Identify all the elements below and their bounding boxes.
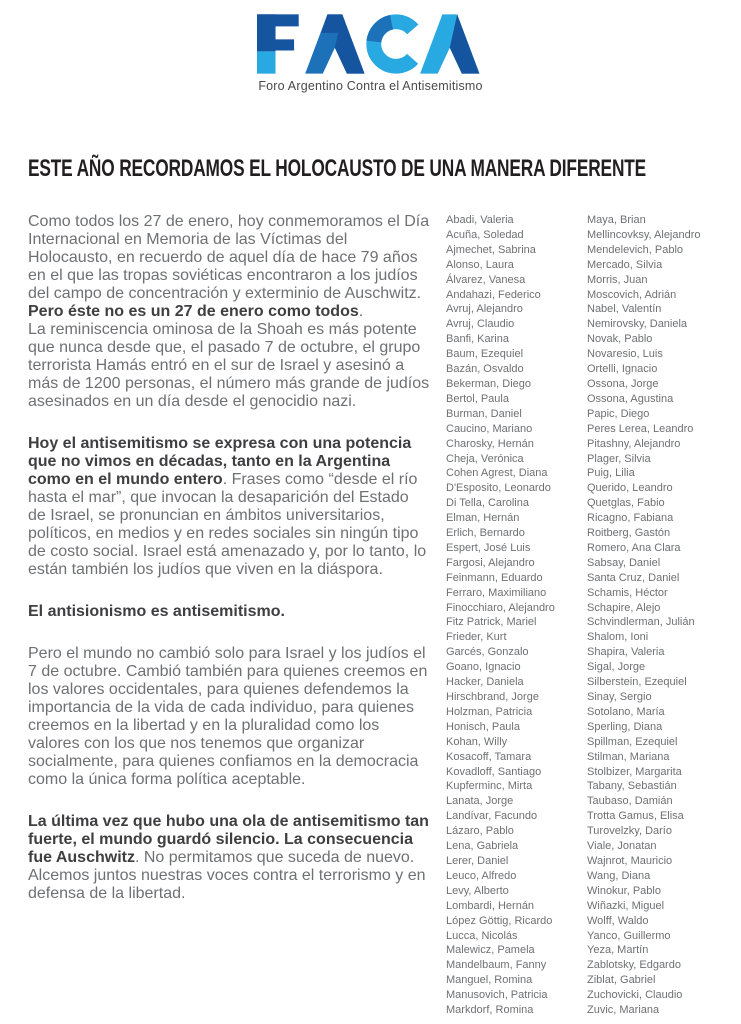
signatory-name: Frieder, Kurt — [446, 631, 507, 644]
signatory-name: Ziblat, Gabriel — [587, 974, 656, 987]
signatory-name: Papic, Diego — [587, 407, 650, 420]
signatory-name: Holzman, Patricia — [446, 705, 533, 718]
signatory-name: Ajmechet, Sabrina — [446, 243, 536, 256]
signatory-name: Trotta Gamus, Elisa — [587, 810, 684, 823]
signatory-name: Bekerman, Diego — [446, 377, 531, 390]
signatory-name: Feinmann, Eduardo — [446, 571, 543, 584]
signatory-name: Moscovich, Adrián — [587, 288, 677, 301]
signatory-name: Schapire, Alejo — [587, 601, 661, 614]
signatory-name: Álvarez, Vanesa — [446, 273, 526, 286]
signatory-name: D'Esposito, Leonardo — [446, 482, 551, 495]
signatory-name: Winokur, Pablo — [587, 884, 661, 897]
signatory-name: Honisch, Paula — [446, 720, 520, 733]
signatory-name: Pitashny, Alejandro — [587, 437, 681, 450]
signatory-name: Mendelevich, Pablo — [587, 243, 684, 256]
signatory-name: Acuña, Soledad — [446, 228, 524, 241]
signatory-name: Silberstein, Ezequiel — [587, 676, 687, 689]
signatory-name: Lucca, Nicolás — [446, 929, 518, 942]
faca-logotype-icon — [257, 14, 485, 74]
signatory-name: Santa Cruz, Daniel — [587, 571, 680, 584]
signatories — [446, 213, 728, 1018]
signatory-name: Schvindlerman, Julián — [587, 616, 695, 629]
article-paragraph: Pero el mundo no cambió solo para Israel y los judíos el 7 de octubre. Cambió también para quienes creemos en los valores occidentales, para quienes defendemos la importancia de la vida de cada individuo, para quienes creemos en la libertad y en la pluralidad como los valores con los que nos tenemos que organizar socialmente, para quienes confiamos en la democracia como la única forma política aceptable. — [28, 645, 428, 788]
article-paragraph: La última vez que hubo una ola de antisemitismo tan fuerte, el mundo guardó silencio. La consecuencia fue Auschwitz. No permitamos que suceda de nuevo. Alcemos juntos nuestras voces contra el terrorismo y en defensa de la libertad. — [28, 813, 429, 902]
signatory-name: Andahazi, Federico — [446, 288, 541, 301]
signatory-name: Markdorf, Romina — [446, 1004, 534, 1017]
signatory-name: Stilman, Mariana — [587, 750, 670, 763]
signatory-name: Sabsay, Daniel — [587, 556, 661, 569]
signatories-column-2 — [587, 213, 728, 1018]
signatory-name: Lena, Gabriela — [446, 840, 519, 853]
article-paragraph: El antisionismo es antisemitismo. — [28, 603, 285, 620]
signatory-name: Sperling, Diana — [587, 720, 663, 733]
signatory-name: Yanco, Guillermo — [587, 929, 671, 942]
article-paragraph: Hoy el antisemitismo se expresa con una potencia que no vimos en décadas, tanto en la Argentina como en el mundo entero. Frases como “desde el río hasta el mar”, que invocan la desaparición del Estado de Israel, se pronuncian en ámbitos universitarios, políticos, en medios y en redes sociales sin ningún tipo de costo social. Israel está amenazado y, por lo tanto, lo están también los judíos que viven en la diáspora. — [28, 435, 427, 578]
signatory-name: Kosacoff, Tamara — [446, 750, 532, 763]
signatory-name: Wiñazki, Miguel — [587, 899, 665, 912]
signatory-name: Spillman, Ezequiel — [587, 735, 678, 748]
signatory-name: Hacker, Daniela — [446, 676, 524, 689]
signatory-name: Malewicz, Pamela — [446, 944, 535, 957]
signatory-name: Wang, Diana — [587, 869, 651, 882]
signatory-name: Kovadloff, Santiago — [446, 765, 542, 778]
signatory-name: Shalom, Ioni — [587, 631, 649, 644]
signatory-name: Leuco, Alfredo — [446, 869, 517, 882]
signatory-name: López Göttig, Ricardo — [446, 914, 553, 927]
signatory-name: Wajnrot, Mauricio — [587, 854, 673, 867]
signatory-name: Bertol, Paula — [446, 392, 509, 405]
signatory-name: Ortelli, Ignacio — [587, 363, 658, 376]
signatory-name: Ossona, Jorge — [587, 377, 659, 390]
signatory-name: Stolbizer, Margarita — [587, 765, 682, 778]
signatory-name: Baum, Ezequiel — [446, 348, 524, 361]
signatory-name: Fitz Patrick, Mariel — [446, 616, 537, 629]
content — [28, 213, 713, 1018]
signatory-name: Zablotsky, Edgardo — [587, 959, 681, 972]
signatory-name: Manguel, Romina — [446, 974, 533, 987]
signatory-name: Goano, Ignacio — [446, 661, 521, 674]
signatory-name: Kupferminc, Mirta — [446, 780, 533, 793]
signatory-name: Hirschbrand, Jorge — [446, 691, 539, 703]
signatory-name: Plager, Silvia — [587, 452, 651, 465]
signatory-name: Peres Lerea, Leandro — [587, 422, 694, 435]
signatory-name: Alonso, Laura — [446, 258, 514, 271]
signatory-name: Erlich, Bernardo — [446, 527, 525, 540]
signatory-name: Novaresio, Luis — [587, 348, 663, 361]
signatory-name: Morris, Juan — [587, 273, 648, 286]
signatory-name: Turovelzky, Darío — [587, 825, 672, 838]
signatory-name: Puig, Lilia — [587, 467, 635, 480]
signatories-column-1 — [446, 213, 587, 1018]
signatory-name: Mandelbaum, Fanny — [446, 959, 547, 972]
signatory-name: Lombardi, Hernán — [446, 899, 535, 912]
signatory-name: Levy, Alberto — [446, 884, 509, 897]
signatory-name: Burman, Daniel — [446, 407, 522, 420]
signatory-name: Sinay, Sergio — [587, 691, 652, 703]
signatory-name: Landívar, Facundo — [446, 810, 538, 823]
signatory-name: Mellincovksy, Alejandro — [587, 228, 701, 241]
signatory-name: Lanata, Jorge — [446, 795, 514, 808]
signatory-name: Sigal, Jorge — [587, 661, 646, 674]
signatory-name: Ricagno, Fabiana — [587, 512, 674, 525]
signatory-name: Kohan, Willy — [446, 735, 508, 748]
article-body — [28, 213, 430, 927]
signatory-name: Maya, Brian — [587, 214, 646, 226]
signatory-name: Avruj, Alejandro — [446, 303, 523, 316]
signatory-name: Finocchiaro, Alejandro — [446, 601, 555, 614]
signatory-name: Espert, José Luis — [446, 541, 531, 554]
signatory-name: Elman, Hernán — [446, 512, 520, 525]
article-paragraph: Como todos los 27 de enero, hoy conmemoramos el Día Internacional en Memoria de las Víctimas del Holocausto, en recuerdo de aquel día de hace 79 años en el que las tropas soviéticas encontraron a los judíos del campo de concentración y exterminio de Auschwitz. Pero éste no es un 27 de enero como todos. — [28, 213, 430, 320]
signatory-name: Sotolano, María — [587, 705, 665, 718]
signatory-name: Mercado, Silvia — [587, 258, 663, 271]
signatory-name: Ossona, Agustina — [587, 392, 674, 405]
signatory-name: Charosky, Hernán — [446, 437, 534, 450]
article-paragraph: La reminiscencia ominosa de la Shoah es más potente que nunca desde que, el pasado 7 de octubre, el grupo terrorista Hamás entró en el sur de Israel y asesinó a más de 1200 personas, el número más grande de judíos asesinados en un día desde el genocidio nazi. — [28, 321, 430, 410]
signatory-name: Manusovich, Patricia — [446, 989, 548, 1002]
signatory-name: Novak, Pablo — [587, 333, 653, 346]
signatory-name: Zuvic, Mariana — [587, 1004, 660, 1017]
signatory-name: Di Tella, Carolina — [446, 497, 529, 510]
signatory-name: Quetglas, Fabio — [587, 497, 665, 510]
signatory-name: Fargosi, Alejandro — [446, 556, 535, 569]
signatory-name: Querido, Leandro — [587, 482, 673, 495]
header — [28, 14, 713, 93]
page-title: ESTE AÑO RECORDAMOS EL HOLOCAUSTO DE UNA MANERA DIFERENTE — [28, 155, 647, 182]
signatory-name: Zuchovicki, Claudio — [587, 989, 683, 1002]
signatory-name: Nabel, Valentín — [587, 303, 662, 316]
signatory-name: Tabany, Sebastián — [587, 780, 677, 793]
signatory-name: Cheja, Verónica — [446, 452, 524, 465]
signatory-name: Nemirovsky, Daniela — [587, 318, 688, 331]
signatory-name: Cohen Agrest, Diana — [446, 467, 548, 480]
signatory-name: Viale, Jonatan — [587, 840, 657, 853]
signatory-name: Taubaso, Damián — [587, 795, 673, 808]
signatory-name: Avruj, Claudio — [446, 318, 515, 331]
signatory-name: Romero, Ana Clara — [587, 541, 681, 554]
signatory-name: Bazán, Osvaldo — [446, 363, 524, 376]
signatory-name: Lázaro, Pablo — [446, 825, 514, 838]
signatory-name: Schamis, Héctor — [587, 586, 668, 599]
signatory-name: Abadi, Valeria — [446, 214, 514, 226]
signatory-name: Lerer, Daniel — [446, 854, 509, 867]
signatory-name: Ferraro, Maximiliano — [446, 586, 547, 599]
signatory-name: Shapira, Valeria — [587, 646, 665, 659]
signatory-name: Roitberg, Gastón — [587, 527, 671, 540]
signatory-name: Banfi, Karina — [446, 333, 509, 346]
signatory-name: Wolff, Waldo — [587, 914, 649, 927]
signatory-name: Garcés, Gonzalo — [446, 646, 529, 659]
logo-tagline: Foro Argentino Contra el Antisemitismo — [258, 79, 483, 93]
signatory-name: Yeza, Martín — [587, 944, 649, 957]
faca-logo — [257, 14, 485, 93]
signatory-name: Caucino, Mariano — [446, 422, 533, 435]
